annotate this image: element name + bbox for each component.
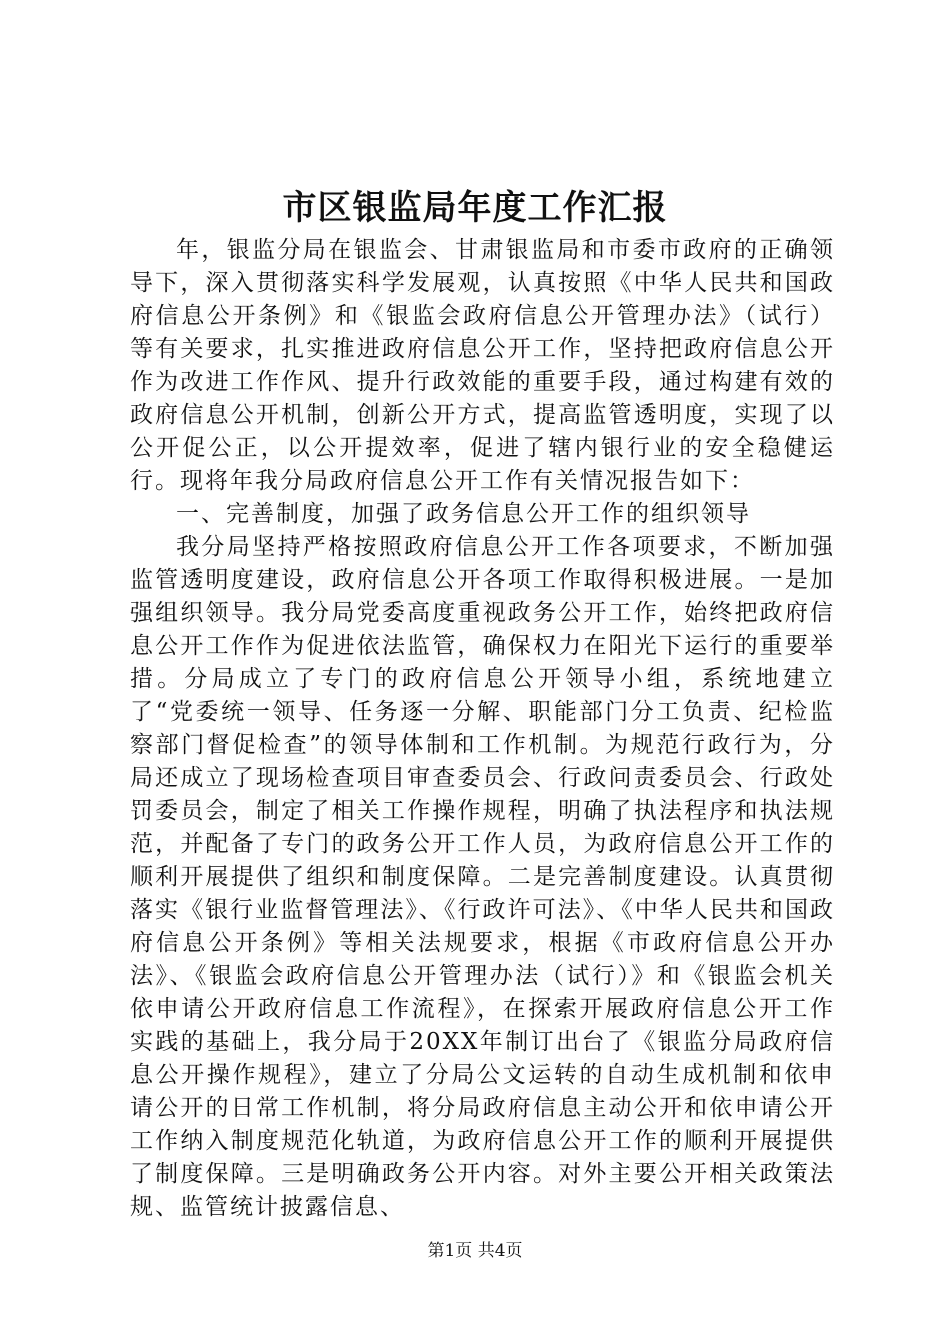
paragraph-section-1: 我分局坚持严格按照政府信息公开工作各项要求，不断加强监管透明度建设，政府信息公开各项工作取得积极进展。一是加强组织领导。我分局党委高度重视政务公开工作，始终把政府信息公开工作作为促进依法监管，确保权力在阳光下运行的重要举措。分局成立了专门的政府信息公开领导小组，系统地建立了“党委统一领导、任务逐一分解、职能部门分工负责、纪检监察部门督促检查”的领导体制和工作机制。为规范行政行为，分局还成立了现场检查项目审查委员会、行政问责委员会、行政处罚委员会，制定了相关工作操作规程，明确了执法程序和执法规范，并配备了专门的政务公开工作人员，为政府信息公开工作的顺利开展提供了组织和制度保障。二是完善制度建设。认真贯彻落实《银行业监督管理法》、《行政许可法》、《中华人民共和国政府信息公开条例》等相关法规要求，根据《市政府信息公开办法》、《银监会政府信息公开管理办法（试行）》和《银监会机关依申请公开政府信息工作流程》，在探索开展政府信息公开工作实践的基础上，我分局于20XX年制订出台了《银监分局政府信息公开操作规程》，建立了分局公文运转的自动生成机制和依申请公开的日常工作机制，将分局政府信息主动公开和依申请公开工作纳入制度规范化轨道，为政府信息公开工作的顺利开展提供了制度保障。三是明确政务公开内容。对外主要公开相关政策法规、监管统计披露信息、	[130, 534, 835, 1220]
document-body	[130, 234, 835, 1224]
document-title: 市区银监局年度工作汇报	[282, 188, 668, 228]
page-number: 第1页 共4页	[427, 1241, 523, 1261]
section-heading-1: 一、完善制度，加强了政务信息公开工作的组织领导	[176, 501, 751, 527]
paragraph-intro: 年，银监分局在银监会、甘肃银监局和市委市政府的正确领导下，深入贯彻落实科学发展观，认真按照《中华人民共和国政府信息公开条例》和《银监会政府信息公开管理办法》（试行）等有关要求，扎实推进政府信息公开工作，坚持把政府信息公开作为改进工作作风、提升行政效能的重要手段，通过构建有效的政府信息公开机制，创新公开方式，提高监管透明度，实现了以公开促公正，以公开提效率，促进了辖内银行业的安全稳健运行。现将年我分局政府信息公开工作有关情况报告如下：	[130, 237, 835, 494]
